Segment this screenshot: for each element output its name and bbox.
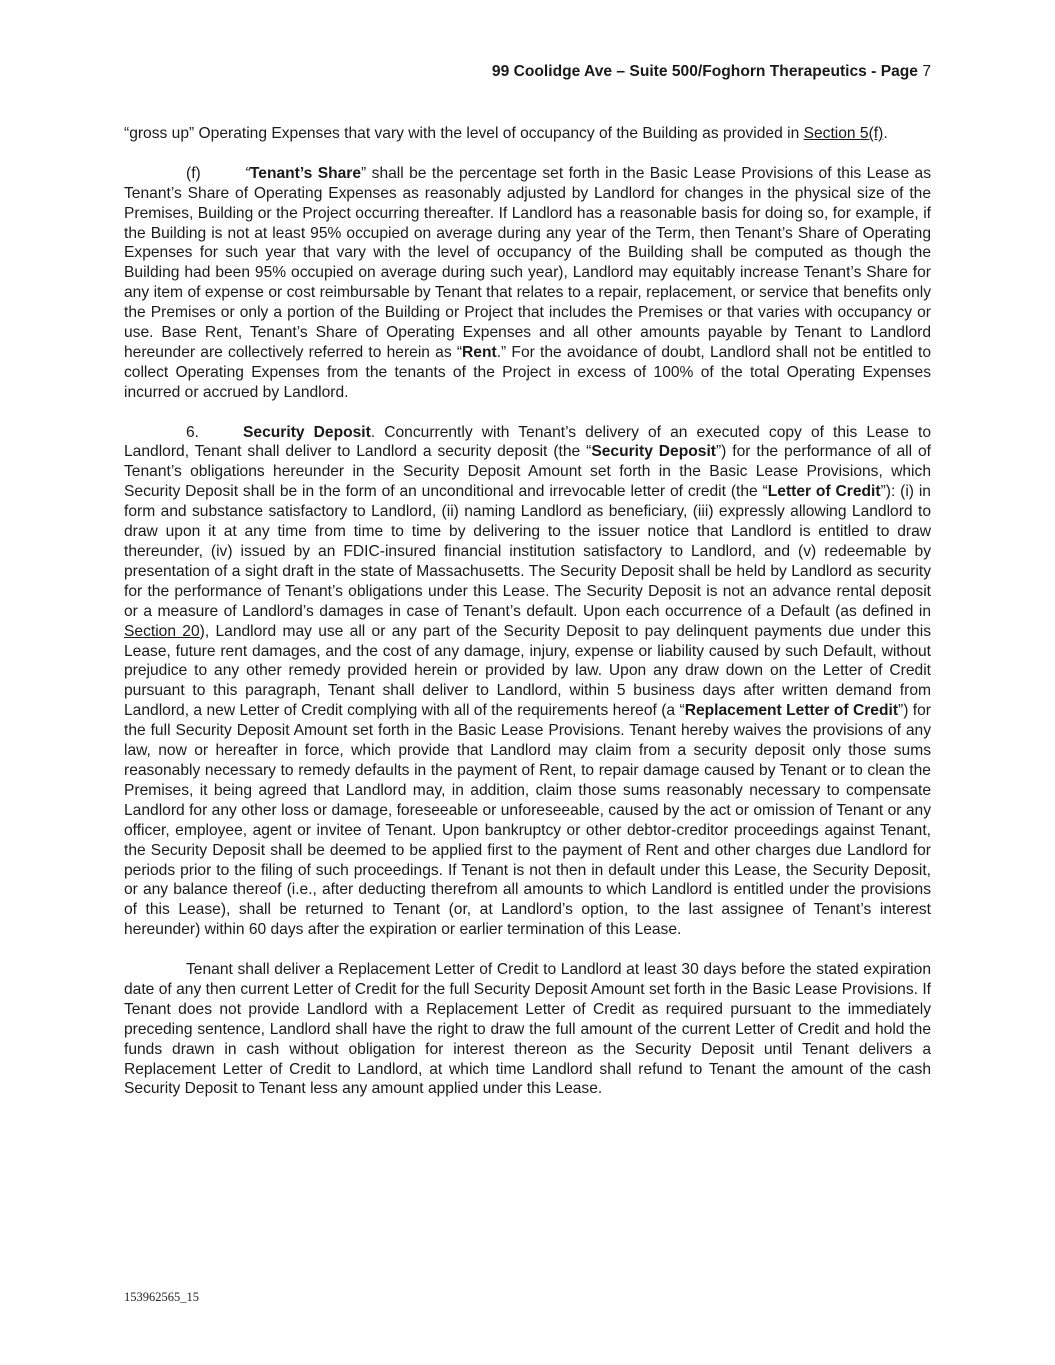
paragraph-text: ), Landlord may use all or any part of the Security Deposit to pay delinquent payments due under this Lease, future rent damages, and the cost of any damage, injury, expense or liability caused by such Default, without prejudice to any other remedy provided herein or provided by law. Upon any draw down on the Letter of Credit pursuant to this paragraph, Tenant shall deliver to Landlord, within 5 business days after written demand from Landlord, a new Letter of Credit complying with all of the requirements hereof (a “ bbox=[124, 622, 931, 720]
paragraph-text: . bbox=[883, 125, 888, 142]
defined-term: Tenant’s Share bbox=[249, 164, 362, 182]
paragraph-tenants-share bbox=[124, 164, 931, 403]
paragraph-text: ”) for the performance of all of Tenant’s obligations hereunder in the Security Deposit Amount set forth in the Basic Lease Provisions, which Security Deposit shall be in the form of an unconditional and irrevocable letter of credit (the “ bbox=[124, 443, 931, 501]
section-reference-link: Section 20 bbox=[124, 622, 200, 640]
open-quote: “ bbox=[244, 164, 250, 182]
paragraph-continuation bbox=[124, 124, 931, 144]
paragraph-text: . Concurrently with Tenant’s delivery of an executed copy of this Lease to Landlord, Tenant shall deliver to Landlord a security deposit (the “ bbox=[124, 423, 931, 461]
defined-term: Rent bbox=[462, 343, 497, 361]
paragraph-text: .” For the avoidance of doubt, Landlord shall not be entitled to collect Operating Expenses from the tenants of the Project in excess of 100% of the total Operating Expenses incurred or accrued by Landlord. bbox=[124, 343, 932, 401]
paragraph-security-deposit bbox=[124, 423, 931, 941]
paragraph-text: ” shall be the percentage set forth in the Basic Lease Provisions of this Lease as Tenant’s Share of Operating Expenses as reasonably adjusted by Landlord for changes in the physical size of the Premises, Building or the Project occurring thereafter. If Landlord has a reasonable basis for doing so, for example, if the Building is not at least 95% occupied on average during any year of the Term, then Tenant’s Share of Operating Expenses for such year that vary with the level of occupancy of the Building shall be computed as though the Building had been 95% occupied on average during such year), Landlord may equitably increase Tenant’s Share for any item of expense or cost reimbursable by Tenant that relates to a repair, replacement, or service that benefits only the Premises or only a portion of the Building or Project that includes the Premises or that varies with occupancy or use. Base Rent, Tenant’s Share of Operating Expenses and all other amounts payable by Tenant to Landlord hereunder are collectively referred to herein as “ bbox=[124, 164, 931, 361]
page-header bbox=[492, 62, 931, 82]
defined-term: Letter of Credit bbox=[767, 483, 881, 501]
defined-term: Replacement Letter of Credit bbox=[684, 702, 899, 720]
header-title: 99 Coolidge Ave – Suite 500/Foghorn Therapeutics - Page bbox=[491, 63, 918, 80]
section-reference-link: Section 5(f) bbox=[803, 125, 884, 142]
clause-number: (f) bbox=[186, 164, 201, 182]
paragraph-replacement-letter: Tenant shall deliver a Replacement Letter of Credit to Landlord at least 30 days before the stated expiration date of any then current Letter of Credit for the full Security Deposit Amount set forth in the Basic Lease Provisions. If Tenant does not provide Landlord with a Replacement Letter of Credit as required pursuant to the immediately preceding sentence, Landlord shall have the right to draw the full amount of the current Letter of Credit and hold the funds drawn in cash without obligation for interest thereon as the Security Deposit until Tenant delivers a Replacement Letter of Credit to Landlord, at which time Landlord shall refund to Tenant the amount of the cash Security Deposit to Tenant less any amount applied under this Lease. bbox=[124, 961, 931, 1098]
paragraph-text: ”): (i) in form and substance satisfactory to Landlord, (ii) naming Landlord as beneficiary, (iii) expressly allowing Landlord to draw upon it at any time from time to time by delivering to the issuer notice that Landlord is entitled to draw thereunder, (iv) issued by an FDIC-insured financial institution satisfactory to Landlord, and (v) redeemable by presentation of a sight draft in the state of Massachusetts. The Security Deposit shall be held by Landlord as security for the performance of Tenant’s obligations under this Lease. The Security Deposit is not an advance rental deposit or a measure of Landlord’s damages in case of Tenant’s default. Upon each occurrence of a Default (as defined in bbox=[124, 483, 931, 620]
section-number: 6. bbox=[186, 423, 200, 441]
paragraph-text: ”) for the full Security Deposit Amount set forth in the Basic Lease Provisions. Tenant hereby waives the provisions of any law, now or hereafter in force, which provide that Landlord may claim from a security deposit only those sums reasonably necessary to remedy defaults in the payment of Rent, to repair damage caused by Tenant or to clean the Premises, it being agreed that Landlord may, in addition, claim those sums reasonably necessary to compensate Landlord for any other loss or damage, foreseeable or unforeseeable, caused by the act or omission of Tenant or any officer, employee, agent or invitee of Tenant. Upon bankruptcy or other debtor-creditor proceedings against Tenant, the Security Deposit shall be deemed to be applied first to the payment of Rent and other charges due Landlord for periods prior to the filing of such proceedings. If Tenant is not then in default under this Lease, the Security Deposit, or any balance thereof (i.e., after deducting therefrom all amounts to which Landlord is entitled under the provisions of this Lease), shall be returned to Tenant (or, at Landlord’s option, to the last assignee of Tenant’s interest hereunder) within 60 days after the expiration or earlier termination of this Lease. bbox=[124, 702, 931, 939]
paragraph-text: “gross up” Operating Expenses that vary with the level of occupancy of the Building as provided in bbox=[124, 125, 804, 142]
page-number: 7 bbox=[922, 63, 931, 80]
section-heading: Security Deposit bbox=[243, 423, 371, 441]
document-body bbox=[124, 124, 931, 1119]
defined-term: Security Deposit bbox=[591, 443, 716, 461]
footer-document-id: 153962565_15 bbox=[124, 1290, 199, 1304]
